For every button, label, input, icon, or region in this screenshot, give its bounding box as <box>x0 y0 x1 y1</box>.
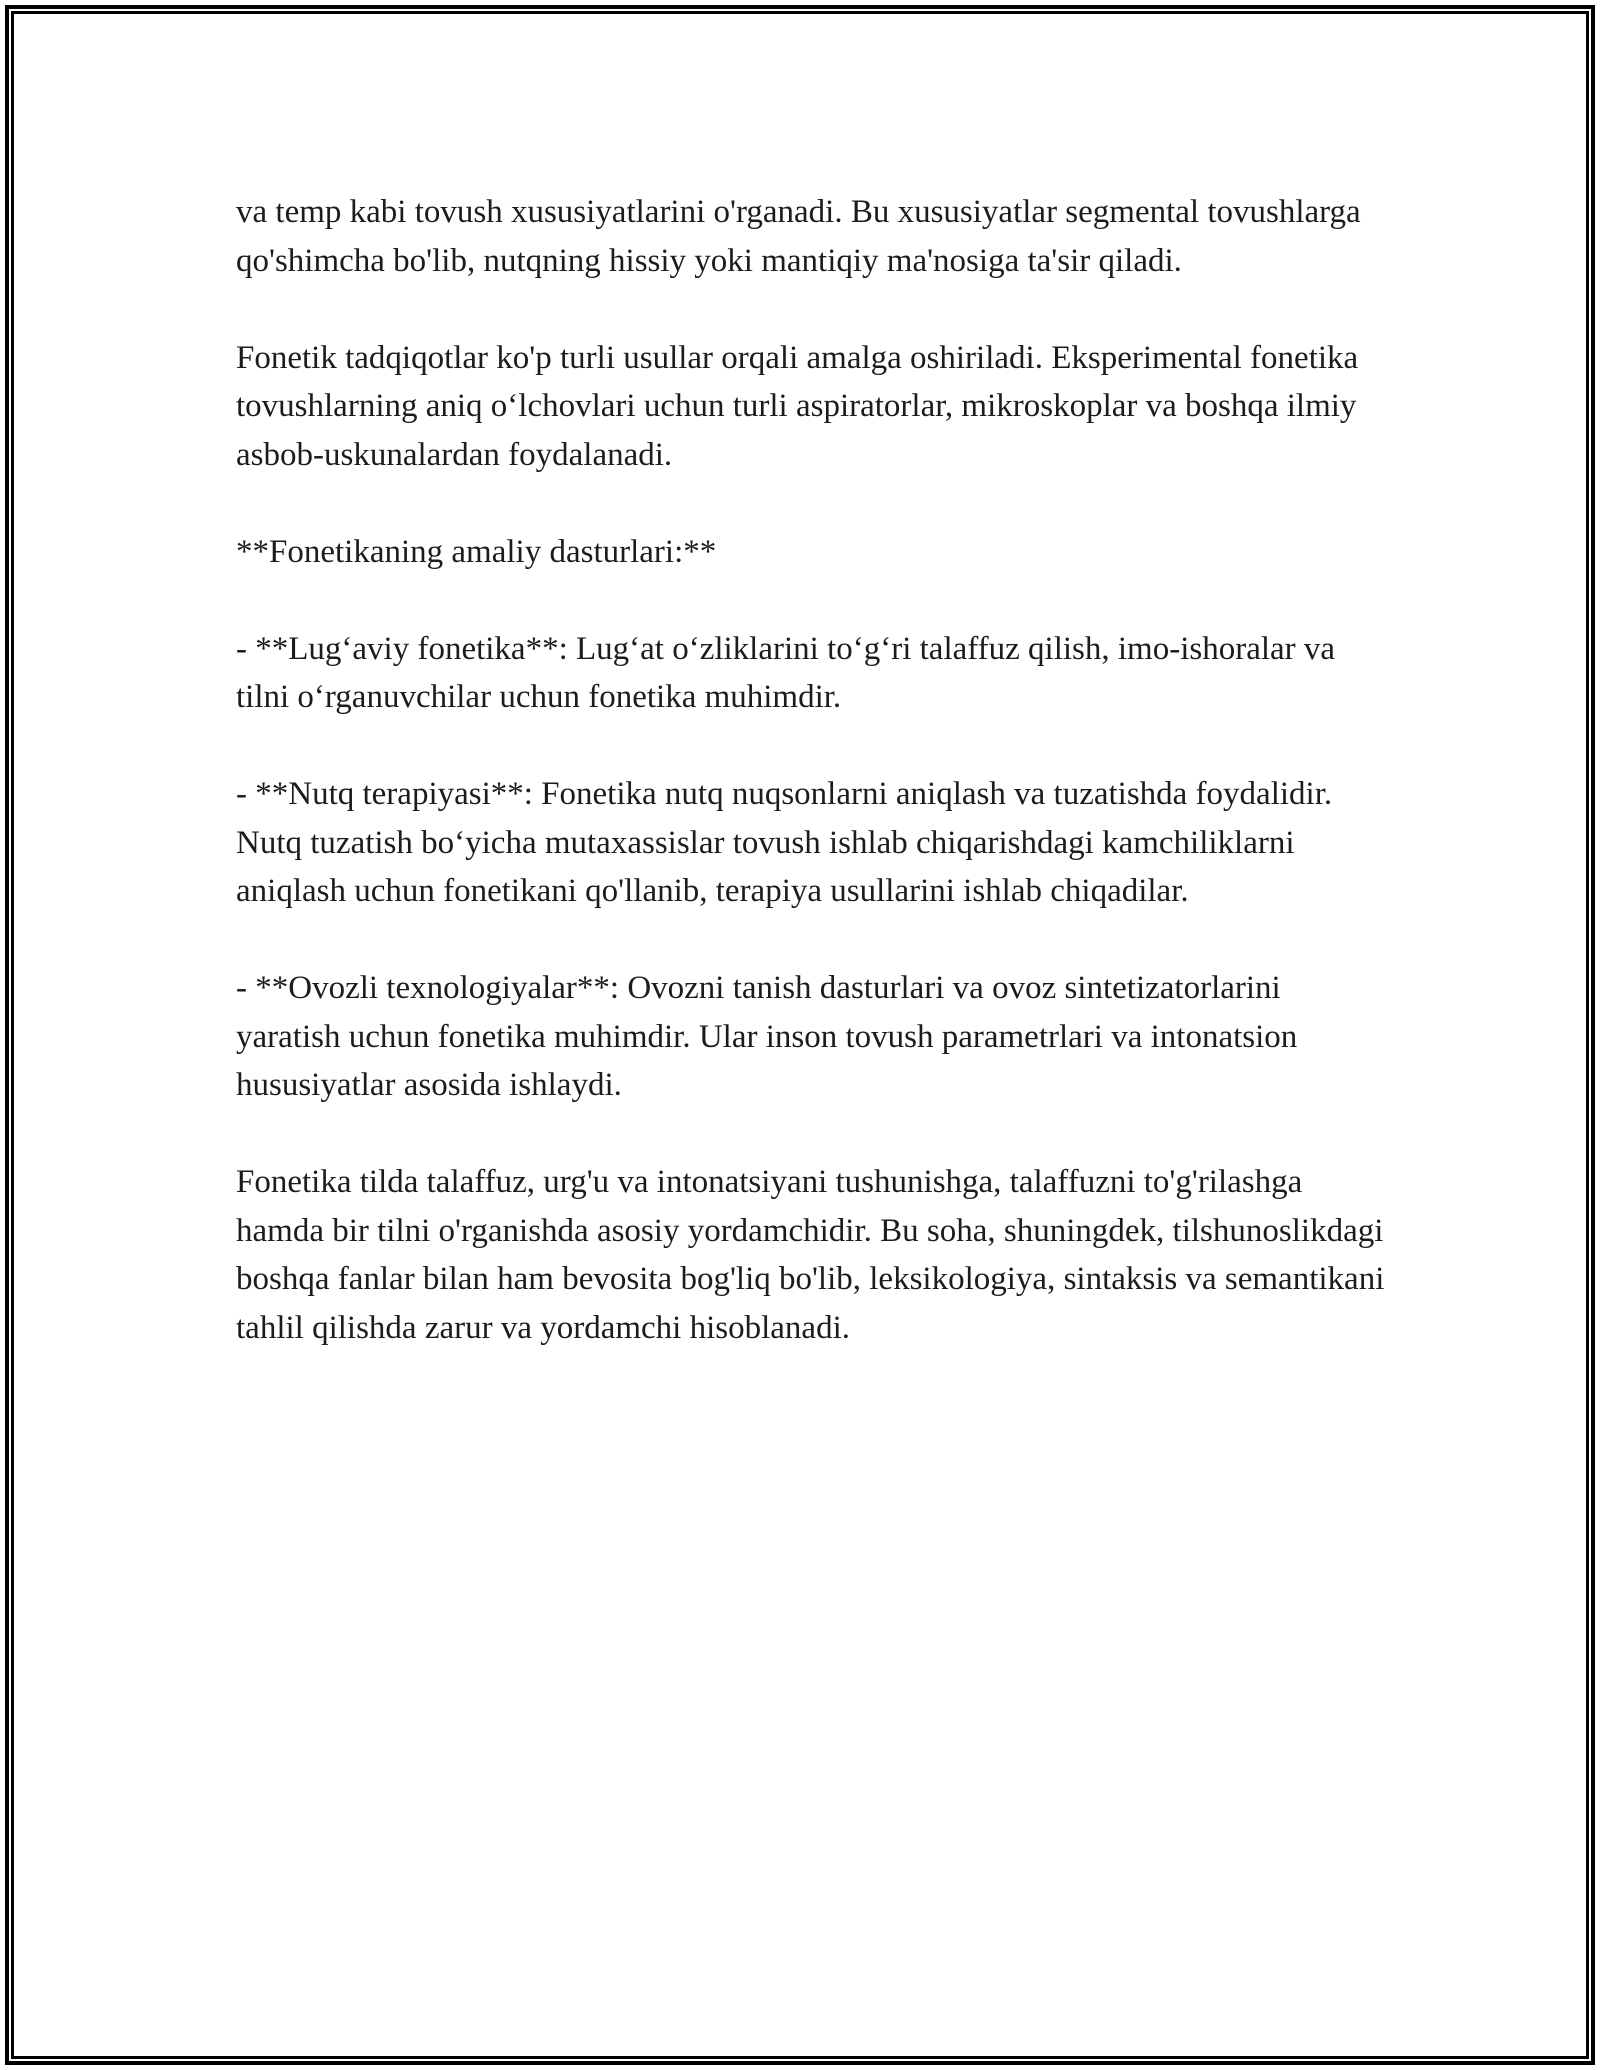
paragraph-research-methods: Fonetik tadqiqotlar ko'p turli usullar orqali amalga oshiriladi. Eksperimental fonetika tovushlarning aniq o‘lchovlari uchun turli aspiratorlar, mikroskoplar va boshqa ilmiy asbob-uskunalardan foydalanadi. <box>236 339 1359 473</box>
paragraph-conclusion: Fonetika tilda talaffuz, urg'u va intonatsiyani tushunishga, talaffuzni to'g'rilashga hamda bir tilni o'rganishda asosiy yordamchidir. Bu soha, shuningdek, tilshunoslikdagi boshqa fanlar bilan ham bevosita bog'liq bo'lib, leksikologiya, sintaksis va semantikani tahlil qilishda zarur va yordamchi hisoblanadi. <box>236 1164 1385 1346</box>
list-item-lexical-phonetics: - **Lug‘aviy fonetika**: Lug‘at o‘zliklarini to‘g‘ri talaffuz qilish, imo-ishoralar va tilni o‘rganuvchilar uchun fonetika muhimdir. <box>236 630 1336 715</box>
list-item-voice-technologies: - **Ovozli texnologiyalar**: Ovozni tanish dasturlari va ovoz sintetizatorlarini yaratish uchun fonetika muhimdir. Ular inson tovush parametrlari va intonatsion hususiyatlar asosida ishlaydi. <box>236 970 1298 1103</box>
list-item-speech-therapy: - **Nutq terapiyasi**: Fonetika nutq nuqsonlarni aniqlash va tuzatishda foydalidir. Nutq tuzatish bo‘yicha mutaxassislar tovush ishlab chiqarishdagi kamchiliklarni aniqlash uchun fonetikani qo'llanib, terapiya usullarini ishlab chiqadilar. <box>236 776 1333 909</box>
section-heading-applications: **Fonetikaning amaliy dasturlari:** <box>236 533 717 570</box>
paragraph-prosody: va temp kabi tovush xususiyatlarini o'rganadi. Bu xususiyatlar segmental tovushlarga qo'shimcha bo'lib, nutqning hissiy yoki mantiqiy ma'nosiga ta'sir qiladi. <box>236 194 1361 279</box>
document-body <box>236 188 1386 1401</box>
